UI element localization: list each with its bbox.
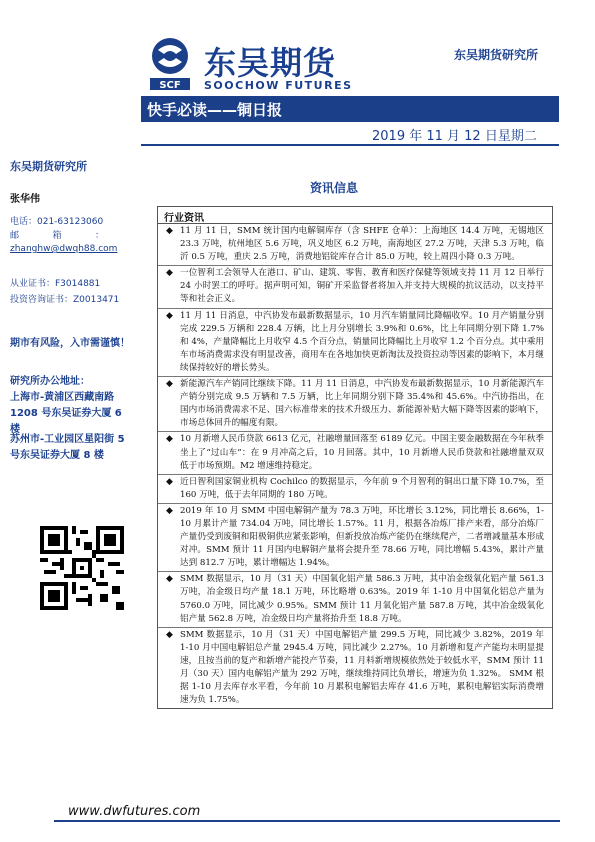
report-date: 2019 年 11 月 12 日星期二 <box>372 129 537 144</box>
bullet-diamond-icon: ◆ <box>166 379 173 390</box>
bullet-diamond-icon: ◆ <box>166 310 173 321</box>
analyst-email[interactable]: zhanghw@dwqh88.com <box>10 244 118 254</box>
logo-letters: SCF <box>159 80 181 91</box>
bullet-diamond-icon: ◆ <box>166 476 173 487</box>
news-item: ◆ 一位智利工会领导人在港口、矿山、建筑、零售、教育和医疗保健等领域支持 11 月 12 日举行 24 小时罢工的呼吁。据声明可知，铜矿开采监督者将加入并支持大规模的抗议活动，以支持平等和社会正义。 <box>158 266 552 308</box>
news-item: ◆ 近日智利国家铜业机构 Cochilco 的数据显示，今年前 9 个月智利的铜出口量下降 10.7%，至 160 万吨，低于去年同期的 180 万吨。 <box>158 475 552 504</box>
office-suzhou: 苏州市-工业园区星阳街 5 号东吴证券大厦 8 楼 <box>10 434 125 461</box>
office-title: 研究所办公地址： <box>10 376 90 387</box>
company-logo <box>146 36 366 96</box>
news-table-header: 行业资讯 <box>158 207 552 224</box>
report-title-bar <box>141 96 559 122</box>
analyst-name: 张华伟 <box>10 194 40 205</box>
scf-logo-icon <box>146 36 194 92</box>
footer-divider <box>54 820 560 822</box>
bullet-diamond-icon: ◆ <box>166 574 173 585</box>
license-number: 从业证书：F3014881 <box>10 279 101 289</box>
analyst-email-label: 邮 箱 ： <box>10 231 104 241</box>
news-item: ◆ 11 月 11 日，SMM 统计国内电解铜库存（含 SHFE 仓单）：上海地区 14.4 万吨，无锡地区 23.3 万吨，杭州地区 5.6 万吨，巩义地区 6.2 万吨，南海地区 27.2 万吨，天津 5.3 万吨，临沂 0.5 万吨，重庆 2.5 万吨，消费地铝锭库存合计 85.0 万吨，较上周四小降 0.3 万吨。 <box>158 224 552 266</box>
news-item: ◆ 2019 年 10 月 SMM 中国电解铜产量为 78.3 万吨，环比增长 3.12%，同比增长 8.66%，1-10 月累计产量 734.04 万吨，同比增长 1.57%。11 月，根据各冶炼厂排产来看，部分冶炼厂产量仍受到废铜和阳极铜供应紧张影响，但新投放冶炼产能仍在继续爬产，二者增减量基本形成对冲。SMM 预计 11 月国内电解铜产量将会提升至 78.66 万吨，同比增幅 5.43%，累计产量达到 812.7 万吨，累计增幅达 1.94%。 <box>158 504 552 572</box>
news-item: ◆ 新能源汽车产销同比继续下降。11 月 11 日消息，中汽协发布最新数据显示，10 月新能源汽车产销分别完成 9.5 万辆和 7.5 万辆，比上年同期分别下降 35.4%和 45.6%。中汽协指出，在国内市场消费需求不足、国六标准带来的技术升级压力、新能源补贴大幅下降等因素的影响下，市场总体回升的幅度有限。 <box>158 377 552 432</box>
header-divider <box>141 144 559 146</box>
section-title: 资讯信息 <box>310 181 359 195</box>
institute-name: 东吴期货研究所 <box>454 48 539 62</box>
footer-website-link[interactable]: www.dwfutures.com <box>68 804 201 819</box>
report-title: 快手必读——铜日报 <box>147 101 283 119</box>
analyst-phone: 电话：021-63123060 <box>10 217 104 227</box>
bullet-diamond-icon: ◆ <box>166 268 173 279</box>
brand-name-en: SOOCHOW FUTURES <box>204 79 353 92</box>
brand-name-cn: 东吴期货 <box>204 44 337 82</box>
news-item: ◆ SMM 数据显示，10 月（31 天）中国氧化铝产量 586.3 万吨，其中冶金级氧化铝产量 561.3 万吨，冶金级日均产量 18.1 万吨，环比略增 0.63%。2019 年 1-10 月中国氧化铝总产量为 5760.0 万吨，同比减少 0.95%。SMM 预计 11 月氧化铝产量 587.8 万吨，其中冶金级氧化铝产量 562.8 万吨，冶金级日均产量将抬升至 18.8 万吨。 <box>158 572 552 627</box>
news-item: ◆ 11 月 11 日消息，中汽协发布最新数据显示，10 月汽车销量同比降幅收窄。10 月产销量分别完成 229.5 万辆和 228.4 万辆，比上月分别增长 3.9%和 0.6%，比上年同期分别下降 1.7%和 4%，产量降幅比上月收窄 4.5 个百分点，销量同比降幅比上月收窄 1.2 个百分点。其中乘用车市场消费需求没有明显改善，商用车在各地加快更新淘汰及投资拉动等因素的影响下，本月继续保持较好的增长势头。 <box>158 309 552 377</box>
news-item: ◆ 10 月新增人民币贷款 6613 亿元，社融增量回落至 6189 亿元。中国主要金融数据在今年秋季坐上了“过山车”：在 9 月冲高之后，10 月回落。其中，10 月新增人民币贷款和社融增量双双低于市场预期。M2 增速维持稳定。 <box>158 432 552 474</box>
consult-license-number: 投资咨询证书：Z0013471 <box>10 295 120 305</box>
sidebar-org: 东吴期货研究所 <box>10 160 87 173</box>
bullet-diamond-icon: ◆ <box>166 226 173 236</box>
qr-code-icon <box>40 526 124 610</box>
risk-warning: 期市有风险，入市需谨慎！ <box>10 338 130 349</box>
industry-news-table <box>157 206 553 709</box>
bullet-diamond-icon: ◆ <box>166 505 173 516</box>
office-shanghai: 上海市-黄浦区西藏南路1208 号东吴证券大厦 6 楼 <box>10 392 122 435</box>
news-item: ◆ SMM 数据显示，10 月（31 天）中国电解铝产量 299.5 万吨，同比减少 3.82%，2019 年 1-10 月中国电解铝总产量 2945.4 万吨，同比减少 2.27%。10 月新增和复产产能均未明显提速，且按当前的复产和新增产能投产节奏，11 月料新增规模依然处于较低水平，SMM 预计 11 月（30 天）国内电解铝产量为 292 万吨，继续维持同比负增长，增速为负 1.32%。 SMM 根据 1-10 月去库存水平看，今年前 10 月累积电解铝去库存 41.6 万吨，累积电解铝实际消费增速为负 1.75%。 <box>166 629 544 706</box>
bullet-diamond-icon: ◆ <box>166 434 173 445</box>
bullet-diamond-icon: ◆ <box>166 629 173 640</box>
